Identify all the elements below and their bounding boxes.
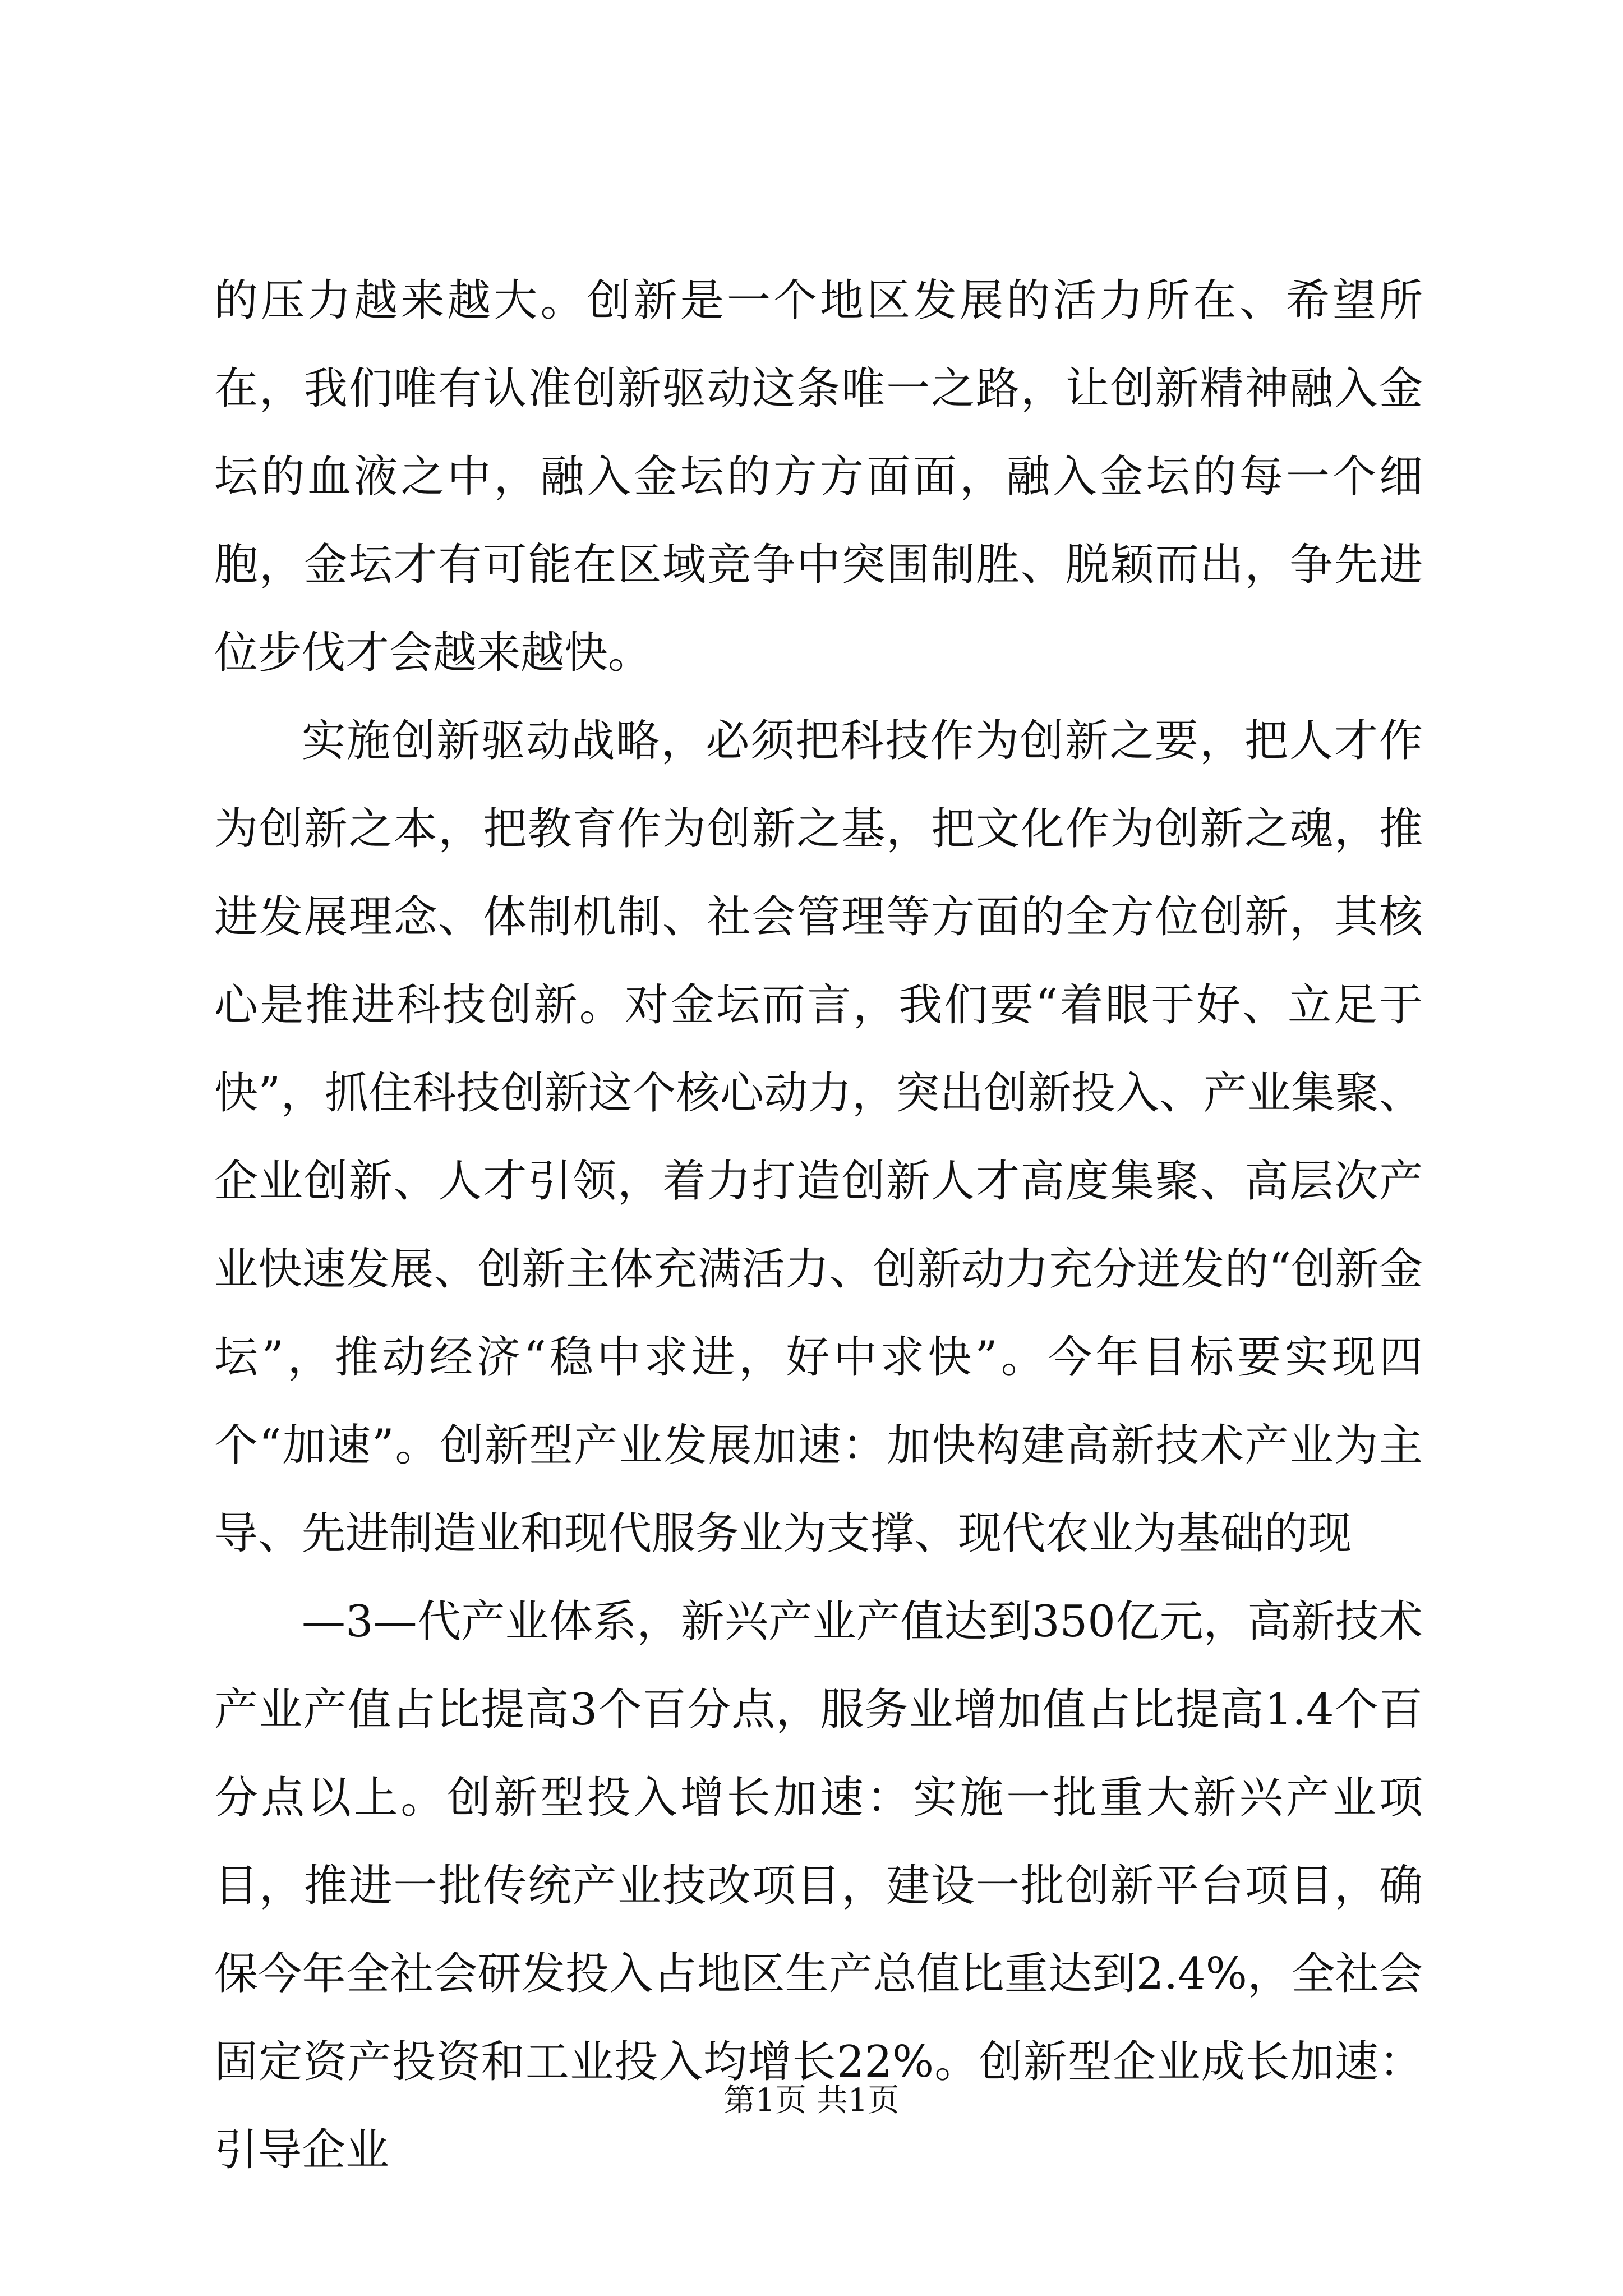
paragraph-innovation-strategy: 实施创新驱动战略，必须把科技作为创新之要，把人才作为创新之本，把教育作为创新之基，把文化作为创新之魂，推进发展理念、体制机制、社会管理等方面的全方位创新，其核心是推进科技创新。对金坛而言，我们要“着眼于好、立足于快”，抓住科技创新这个核心动力，突出创新投入、产业集聚、企业创新、人才引领，着力打造创新人才高度集聚、高层次产业快速发展、创新主体充满活力、创新动力充分迸发的“创新金坛”，推动经济“稳中求进，好中求快”。今年目标要实现四个“加速”。创新型产业发展加速：加快构建高新技术产业为主导、先进制造业和现代服务业为支撑、现代农业为基础的现 xyxy=(214,716,1423,1559)
body-text xyxy=(214,257,1423,2194)
paragraph-industry-system: —3—代产业体系，新兴产业产值达到350亿元，高新技术产业产值占比提高3个百分点，服务业增加值占比提高1.4个百分点以上。创新型投入增长加速：实施一批重大新兴产业项目，推进一批传统产业技改项目，建设一批创新平台项目，确保今年全社会研发投入占地区生产总值比重达到2.4%，全社会固定资产投资和工业投入均增长22%。创新型企业成长加速：引导企业 xyxy=(214,1596,1423,2175)
page-footer: 第1页 共1页 xyxy=(723,2082,900,2119)
paragraph-continuation: 的压力越来越大。创新是一个地区发展的活力所在、希望所在，我们唯有认准创新驱动这条唯一之路，让创新精神融入金坛的血液之中，融入金坛的方方面面，融入金坛的每一个细胞，金坛才有可能在区域竞争中突围制胜、脱颖而出，争先进位步伐才会越来越快。 xyxy=(214,275,1423,678)
